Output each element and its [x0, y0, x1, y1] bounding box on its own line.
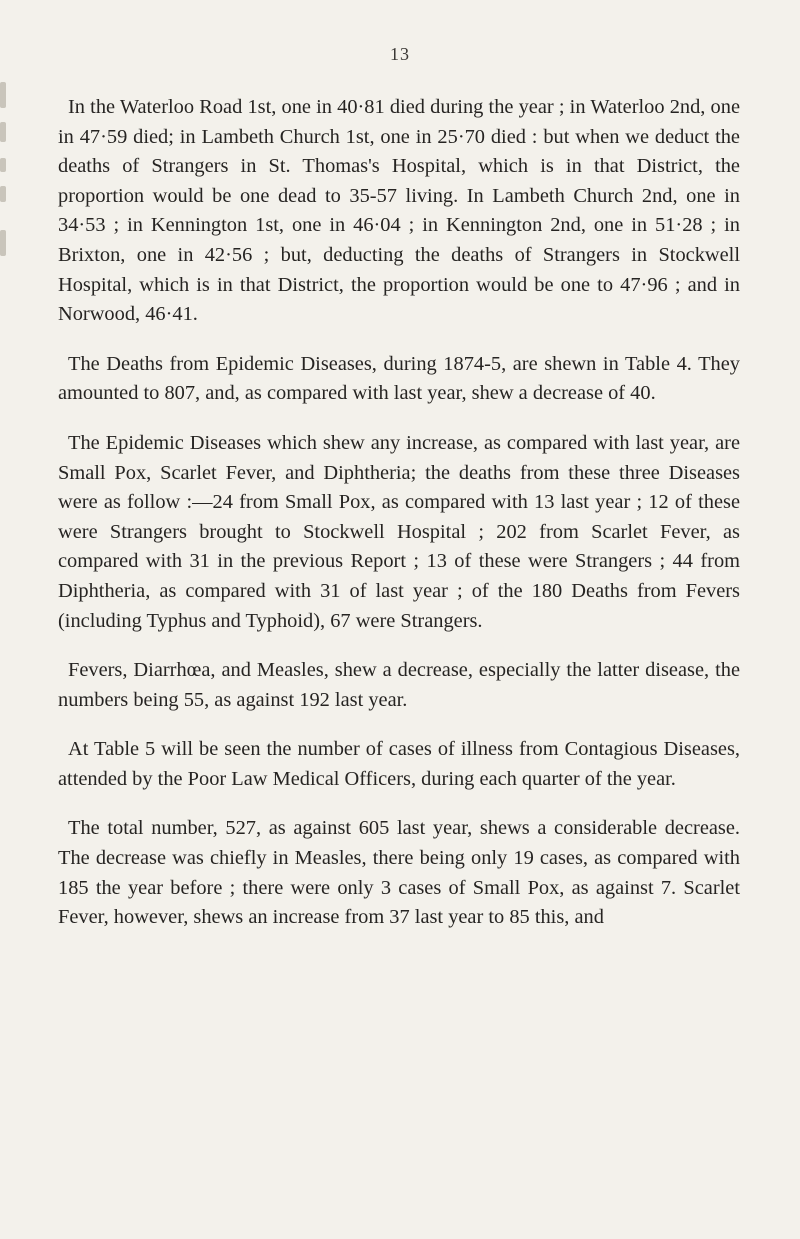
margin-binding-mark [0, 230, 6, 256]
paragraph-decrease-diseases: Fevers, Diarrhœa, and Measles, shew a decrease, especially the latter disease, the numbers being 55, as against 192 last year. [58, 659, 740, 711]
margin-binding-mark [0, 82, 6, 108]
margin-binding-mark [0, 122, 6, 142]
paragraph-table-5: At Table 5 will be seen the number of cases of illness from Contagious Diseases, attended by the Poor Law Medical Officers, during each quarter of the year. [58, 738, 740, 790]
paragraph-district-mortality: In the Waterloo Road 1st, one in 40·81 died during the year ; in Waterloo 2nd, one in 47·59 died; in Lambeth Church 1st, one in 25·70 died : but when we deduct the deaths of Strangers in St. Thomas's Hospital, which is in that District, the proportion would be one dead to 35-57 living. In Lambeth Church 2nd, one in 34·53 ; in Kennington 1st, one in 46·04 ; in Kennington 2nd, one in 51·28 ; in Brixton, one in 42·56 ; but, deducting the deaths of Strangers in Stockwell Hospital, which is in that District, the proportion would be one to 47·96 ; and in Norwood, 46·41. [58, 96, 740, 326]
paragraph-epidemic-deaths: The Deaths from Epidemic Diseases, during 1874-5, are shewn in Table 4. They amounted to 807, and, as compared with last year, shew a decrease of 40. [58, 352, 740, 405]
margin-binding-mark [0, 158, 6, 172]
margin-binding-mark [0, 186, 6, 202]
paragraph-total-number: The total number, 527, as against 605 last year, shews a considerable decrease. The decrease was chiefly in Measles, there being only 19 cases, as compared with 185 the year before ; there were only 3 cases of Small Pox, as against 7. Scarlet Fever, however, shews an increase from 37 last year to 85 this, and [58, 817, 740, 929]
paragraph-epidemic-increase: The Epidemic Diseases which shew any increase, as compared with last year, are Small Pox, Scarlet Fever, and Diphtheria; the deaths from these three Diseases were as follow :—24 from Small Pox, as compared with 13 last year ; 12 of these were Strangers brought to Stockwell Hospital ; 202 from Scarlet Fever, as compared with 31 in the previous Report ; 13 of these were Strangers ; 44 from Diphtheria, as compared with 31 of last year ; of the 180 Deaths from Fevers (including Typhus and Typhoid), 67 were Strangers. [58, 431, 740, 632]
page-number: 13 [390, 44, 410, 64]
body-text [58, 93, 740, 953]
